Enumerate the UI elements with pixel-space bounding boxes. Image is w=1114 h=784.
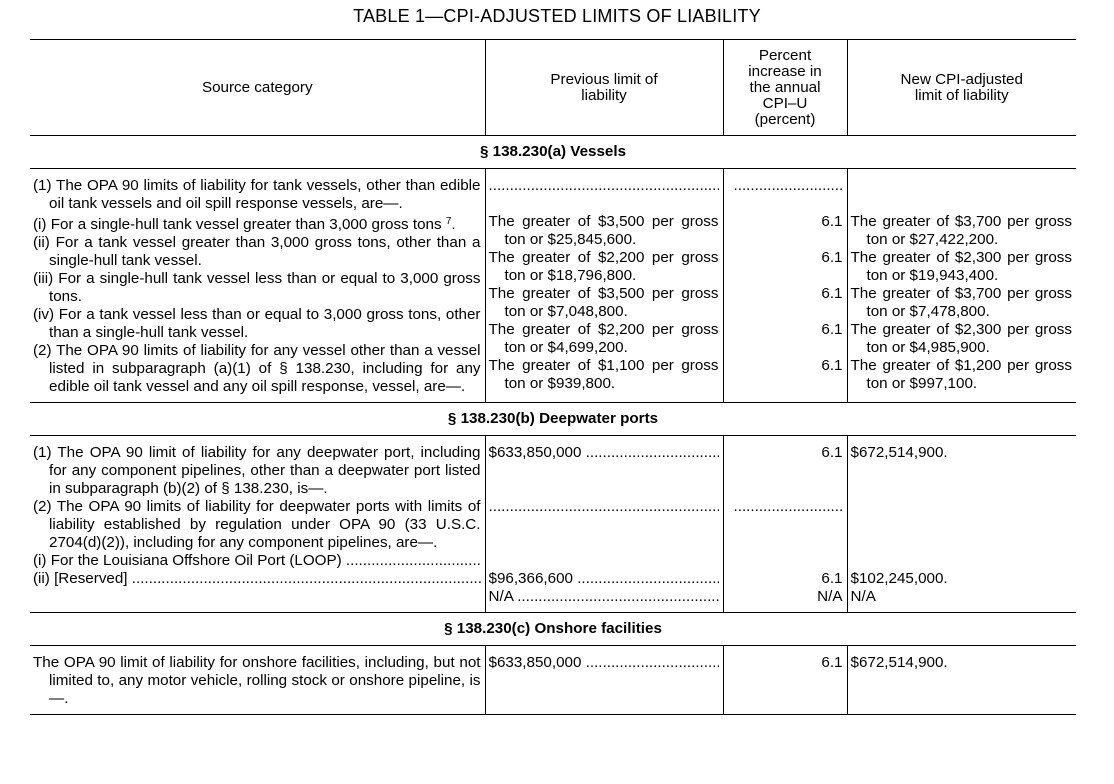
percent-increase: 6.1 <box>821 444 843 461</box>
port-source: (2) The OPA 90 limits of liability for deepwater ports with limits of liability established by regulation under OPA 90 (33 U.S.C. 2704(d)(2)), including for any component pipelines, are—. <box>33 498 481 551</box>
section-deepwater-row <box>30 403 1076 436</box>
vessel-row-source: (iv) For a tank vessel less than or equal to 3,000 gross tons, other than a single-hull tank vessel. <box>33 306 481 341</box>
deepwater-percent-cell <box>723 436 847 613</box>
new-limit: The greater of $1,200 per gross ton or $997,100. <box>850 357 1072 392</box>
leader-dots <box>727 498 843 570</box>
section-vessels-row <box>30 136 1076 169</box>
deepwater-body-row <box>30 436 1076 613</box>
previous-limit: $96,366,600 ..... <box>489 570 719 588</box>
onshore-percent-cell <box>723 646 847 715</box>
previous-limit: N/A ..... <box>489 588 719 606</box>
onshore-previous-cell <box>485 646 723 715</box>
vessels-body-row <box>30 169 1076 403</box>
section-heading: § 138.230(c) Onshore facilities <box>30 613 1076 646</box>
vessels-source-cell <box>30 169 485 403</box>
section-heading: § 138.230(a) Vessels <box>30 136 1076 169</box>
port-source-reserved: (ii) [Reserved] ..... <box>33 570 481 588</box>
table-title: TABLE 1—CPI-ADJUSTED LIMITS OF LIABILITY <box>353 6 761 26</box>
onshore-source-cell <box>30 646 485 715</box>
previous-limit: The greater of $2,200 per gross ton or $18,796,800. <box>488 249 719 284</box>
section-heading: § 138.230(b) Deepwater ports <box>30 403 1076 436</box>
vessel-row-source: (2) The OPA 90 limits of liability for any vessel other than a vessel listed in subparagraph (a)(1) of § 138.230, including for any edible oil tank vessel and any oil spill response, vessel, are—. <box>33 342 481 395</box>
new-limit: $672,514,900. <box>850 654 948 671</box>
liability-table <box>30 39 1076 715</box>
deepwater-new-cell <box>847 436 1076 613</box>
header-percent-increase: Percent increase in the annual CPI–U (percent) <box>723 40 847 136</box>
port-source-loop: (i) For the Louisiana Offshore Oil Port (LOOP) ..... <box>33 552 481 570</box>
previous-limit: The greater of $3,500 per gross ton or $7,048,800. <box>488 285 719 320</box>
header-new-limit: New CPI-adjusted limit of liability <box>847 40 1076 136</box>
header-previous-limit: Previous limit of liability <box>485 40 723 136</box>
leader-dots <box>727 177 843 195</box>
footnote-marker: 7 <box>445 216 452 227</box>
new-limit: $102,245,000. <box>850 570 948 587</box>
leader-dots <box>489 498 719 570</box>
percent-increase: N/A <box>817 588 843 605</box>
vessels-percent-cell <box>723 169 847 403</box>
onshore-source: The OPA 90 limit of liability for onshore facilities, including, but not limited to, any motor vehicle, rolling stock or onshore pipeline, is—. <box>33 654 481 707</box>
deepwater-previous-cell <box>485 436 723 613</box>
new-limit: The greater of $3,700 per gross ton or $27,422,200. <box>850 213 1072 248</box>
deepwater-source-cell <box>30 436 485 613</box>
new-limit: The greater of $3,700 per gross ton or $7,478,800. <box>850 285 1072 320</box>
leader-dots <box>489 177 719 195</box>
percent-increase: 6.1 <box>821 321 843 338</box>
vessels-previous-cell <box>485 169 723 403</box>
vessel-row-source: (i) For a single-hull tank vessel greater than 3,000 gross tons $^7$. <box>33 216 456 233</box>
header-row <box>30 40 1076 136</box>
vessel-row-source: (iii) For a single-hull tank vessel less than or equal to 3,000 gross tons. <box>33 270 481 305</box>
header-source-category: Source category <box>30 40 485 136</box>
port-source: (1) The OPA 90 limit of liability for any deepwater port, including for any component pipelines, other than a deepwater port listed in subparagraph (b)(2) of § 138.230, is—. <box>33 444 481 497</box>
previous-limit: $633,850,000 ..... <box>489 444 719 498</box>
new-limit: N/A <box>850 588 876 605</box>
new-limit: The greater of $2,300 per gross ton or $19,943,400. <box>850 249 1072 284</box>
previous-limit: The greater of $1,100 per gross ton or $939,800. <box>488 357 719 392</box>
percent-increase: 6.1 <box>821 213 843 230</box>
percent-increase: 6.1 <box>821 357 843 374</box>
vessel-row-source: (ii) For a tank vessel greater than 3,000 gross tons, other than a single-hull tank vessel. <box>33 234 481 269</box>
new-limit: The greater of $2,300 per gross ton or $4,985,900. <box>850 321 1072 356</box>
percent-increase: 6.1 <box>821 285 843 302</box>
vessels-new-cell <box>847 169 1076 403</box>
previous-limit: The greater of $2,200 per gross ton or $4,699,200. <box>488 321 719 356</box>
percent-increase: 6.1 <box>821 654 843 671</box>
section-onshore-row <box>30 613 1076 646</box>
percent-increase: 6.1 <box>821 249 843 266</box>
onshore-body-row <box>30 646 1076 715</box>
new-limit: $672,514,900. <box>850 444 948 461</box>
percent-increase: 6.1 <box>821 570 843 587</box>
vessels-intro: (1) The OPA 90 limits of liability for tank vessels, other than edible oil tank vessels and oil spill response vessels, are—. <box>33 177 481 212</box>
previous-limit: The greater of $3,500 per gross ton or $25,845,600. <box>488 213 719 248</box>
onshore-new-cell <box>847 646 1076 715</box>
previous-limit: $633,850,000 ..... <box>489 654 719 672</box>
